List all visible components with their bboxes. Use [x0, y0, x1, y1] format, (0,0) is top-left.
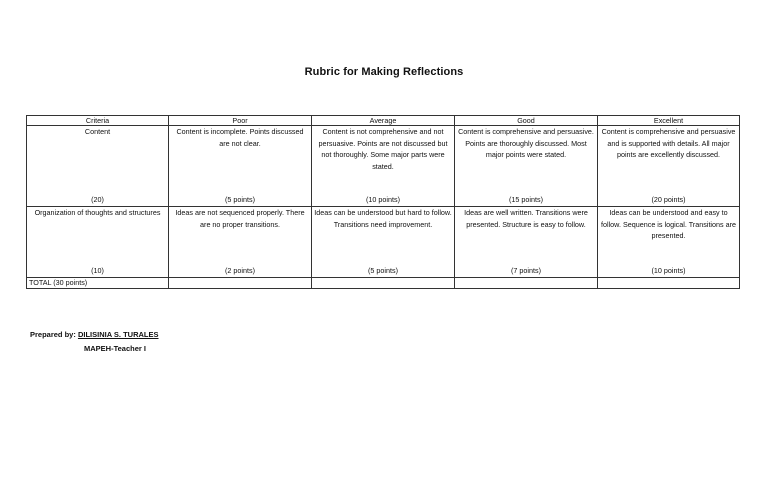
header-good: Good — [455, 116, 598, 126]
empty-cell — [169, 278, 312, 289]
empty-cell — [312, 278, 455, 289]
criterion-cell — [27, 126, 169, 207]
rating-description: Ideas are well written. Transitions were presented. Structure is easy to follow. — [464, 208, 588, 229]
header-poor: Poor — [169, 116, 312, 126]
header-excellent: Excellent — [598, 116, 740, 126]
rating-description: Ideas can be understood but hard to follow. Transitions need improvement. — [314, 208, 452, 229]
rating-cell — [312, 207, 455, 278]
rating-cell — [312, 126, 455, 207]
prepared-by — [30, 330, 159, 339]
rating-points: (20 points) — [651, 194, 686, 204]
criterion-points: (20) — [91, 194, 104, 204]
rating-description: Content is comprehensive and persuasive. Points are thoroughly discussed. Most major points were stated. — [458, 127, 594, 159]
prepared-by-name: DILISINIA S. TURALES — [77, 330, 159, 339]
rating-points: (10 points) — [366, 194, 400, 204]
criterion-cell — [27, 207, 169, 278]
rating-points: (5 points) — [368, 265, 398, 275]
rating-cell — [455, 207, 598, 278]
rating-points: (15 points) — [509, 194, 543, 204]
rating-cell — [455, 126, 598, 207]
header-average: Average — [312, 116, 455, 126]
table-header-row — [27, 116, 740, 126]
rating-description: Content is comprehensive and persuasive and is supported with details. All major points are excellently discussed. — [601, 127, 736, 159]
empty-cell — [455, 278, 598, 289]
table-row — [27, 126, 740, 207]
criterion-label: Organization of thoughts and structures — [34, 208, 161, 217]
rating-points: (7 points) — [511, 265, 541, 275]
page-title: Rubric for Making Reflections — [304, 66, 464, 78]
rating-description: Content is not comprehensive and not persuasive. Points are not discussed but not thoroughly. Some major parts were stated. — [318, 127, 448, 171]
rating-cell — [598, 126, 740, 207]
prepared-by-role: MAPEH-Teacher I — [84, 344, 146, 353]
rating-description: Content is incomplete. Points discussed are not clear. — [176, 127, 304, 148]
rating-cell — [169, 126, 312, 207]
rating-points: (10 points) — [651, 265, 686, 275]
total-label: TOTAL (30 points) — [27, 278, 169, 289]
prepared-by-label: Prepared by: — [30, 330, 76, 339]
criterion-label: Content — [84, 127, 111, 136]
rating-points: (5 points) — [225, 194, 255, 204]
header-criteria: Criteria — [27, 116, 169, 126]
empty-cell — [598, 278, 740, 289]
rubric-table — [26, 115, 740, 289]
rating-description: Ideas can be understood and easy to follow. Sequence is logical. Transitions are presented. — [600, 208, 737, 240]
rating-cell — [169, 207, 312, 278]
rating-points: (2 points) — [225, 265, 255, 275]
rating-description: Ideas are not sequenced properly. There are no proper transitions. — [175, 208, 305, 229]
criterion-points: (10) — [91, 265, 104, 275]
table-row — [27, 207, 740, 278]
total-row — [27, 278, 740, 289]
rating-cell — [598, 207, 740, 278]
